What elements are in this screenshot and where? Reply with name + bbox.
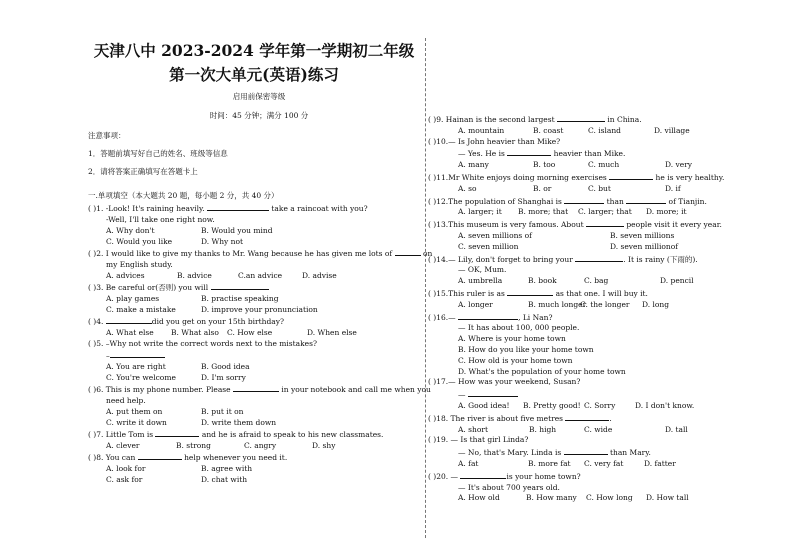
answer-blank[interactable] [565,412,609,421]
option-d: D. chat with [201,475,248,484]
option-b: B. Pretty good! [523,400,581,410]
option-a: A. mountain [458,125,505,135]
option-d: D. advise [302,271,337,280]
answer-blank[interactable] [575,253,623,262]
question-20: ( )20. — is your home town? — It's about 700 years old. A. How old B. How many C. How long D. How tall [428,471,689,503]
answer-blank[interactable] [138,451,182,460]
option-a: A. seven millions of [458,230,532,240]
question-16: ( )16.— , Li Nan? — It has about 100, 000 people. A. Where is your home town B. How do you like your home town C. How old is your home town D. What's the population of your home town [428,311,728,378]
question-15: ( )15.This ruler is as as that one. I will buy it. A. longer B. much longer C. the longer D. long [428,288,670,309]
option-a: A. put them on [106,407,163,416]
option-c: C. make a mistake [106,305,176,314]
notice-item-2: 2．请将答案正确填写在答题卡上 [88,167,198,176]
option-d: D. How tall [646,493,689,503]
option-d: D. long [642,299,670,309]
option-a: A. How old [458,493,500,503]
question-4: ( )4. did you get on your 15th birthday? A. What else B. What also C. How else D. When else [88,317,357,337]
option-a: A. Where is your home town [458,334,566,344]
option-c: C. wide [584,424,613,434]
option-d: D. I'm sorry [201,373,246,382]
option-d: D. I don't know. [635,400,695,410]
answer-blank[interactable] [586,218,624,227]
left-column [88,40,433,485]
option-a: A. larger; it [458,207,502,217]
answer-blank[interactable] [211,281,269,290]
answer-blank[interactable] [507,147,551,156]
question-17: ( )17.— How was your weekend, Susan? — A. Good idea! B. Pretty good! C. Sorry D. I don't know. [428,377,695,410]
option-a: A. advices [106,271,145,280]
answer-blank[interactable] [507,287,553,296]
question-6: ( )6. This is my phone number. Please in your notebook and call me when you need help. A. put them on B. put it on C. write it down D. write them down [88,385,431,427]
answer-blank[interactable] [395,247,421,256]
exam-subtitle: 第一次大单元(英语)练习 [169,65,339,84]
option-a: A. clever [106,441,140,450]
option-d: D. if [665,183,681,193]
option-c: C. How old is your home town [458,355,573,365]
option-c: C. You're welcome [106,373,176,382]
option-b: B. practise speaking [201,294,279,303]
question-5: ( )5. –Why not write the correct words next to the mistakes? – A. You are right B. Good idea C. You're welcome D. I'm sorry [88,339,317,382]
option-d: D. more; it [646,207,687,217]
answer-blank[interactable] [564,195,604,204]
option-b: B. seven millions [610,230,675,240]
answer-blank[interactable] [626,195,666,204]
question-13: ( )13.This museum is very famous. About people visit it every year. A. seven millions of B. seven millions C. seven million D. seven millionof [428,220,722,251]
option-d: D. write them down [201,418,277,427]
option-b: B. too [533,160,556,170]
option-c: C. island [588,125,621,135]
option-d: D. very [665,160,693,170]
option-b: B. How do you like your home town [458,344,594,354]
option-d: D. seven millionof [610,241,679,251]
option-c: C. the longer [580,299,630,309]
option-c: C. but [588,183,611,193]
answer-blank[interactable] [557,113,605,122]
exam-title: 天津八中 2023-2024 学年第一学期初二年级 [93,41,415,60]
option-b: B. put it on [201,407,244,416]
question-18: ( )18. The river is about five metres . A. short B. high C. wide D. tall [428,413,688,434]
option-c: C. How long [586,493,633,503]
option-d: D. When else [307,328,357,337]
option-a: A. short [458,424,488,434]
option-b: B. much longer [528,299,587,309]
time-info: 时间：45 分钟；满分 100 分 [209,111,309,120]
option-a: A. You are right [106,362,166,371]
question-7: ( )7. Little Tom is and he is afraid to speak to his new classmates. A. clever B. strong C. angry D. shy [88,430,384,450]
option-d: D. What's the population of your home town [458,366,626,376]
right-column [428,113,728,504]
option-c: C. much [588,160,620,170]
question-12: ( )12.The population of Shanghai is than of Tianjin. A. larger; it B. more; that C. larger; that D. more; it [428,196,707,217]
option-b: B. or [533,183,552,193]
option-a: A. Good idea! [458,400,510,410]
option-d: D. fatter [644,458,676,468]
option-b: B. agree with [201,464,253,473]
question-9: ( )9. Hainan is the second largest in China. A. mountain B. coast C. island D. village [428,115,690,135]
option-c: C. larger; that [578,207,632,217]
option-c: C. How else [227,328,273,337]
option-d: D. Why not [201,237,244,246]
notice-heading: 注意事项： [88,131,126,140]
option-c: C. angry [244,441,277,450]
option-b: B. Good idea [201,362,250,371]
option-a: A. fat [458,458,479,468]
option-b: B. more; that [518,207,569,217]
option-a: A. play games [106,294,160,303]
answer-blank[interactable] [460,470,506,479]
option-c: C.an advice [238,271,283,280]
answer-blank[interactable] [207,202,269,211]
question-1: ( )1. -Look! It's raining heavily. take a raincoat with you? -Well, I'll take one right now. A. Why don't B. Would you mind C. Would you like D. Why not [88,204,368,246]
section-heading: 一.单项填空（本大题共 20 题，每小题 2 分，共 40 分） [88,191,279,200]
answer-blank[interactable] [155,428,199,437]
option-b: B. strong [176,441,211,450]
answer-blank[interactable] [106,315,152,324]
option-d: D. pencil [660,276,694,286]
option-a: A. look for [106,464,146,473]
option-d: D. shy [312,441,336,450]
option-a: A. so [458,183,477,193]
option-c: C. Sorry [584,400,616,410]
option-c: C. seven million [458,241,519,251]
option-b: B. How many [526,493,577,503]
option-a: A. Why don't [106,226,155,235]
option-b: B. more fat [528,458,571,468]
secret-level: 启用前保密等级 [232,92,286,101]
question-2: ( )2. I would like to give my thanks to Mr. Wang because he has given me lots of on my English study. A. advices B. advice C.an advice D. advise [88,249,433,280]
option-c: C. very fat [584,458,624,468]
answer-blank[interactable] [564,446,608,455]
option-b: B. coast [533,125,564,135]
option-b: B. What also [171,328,219,337]
option-b: B. Would you mind [201,226,273,235]
option-d: D. tall [665,424,688,434]
option-a: A. longer [458,299,493,309]
answer-blank[interactable] [609,171,653,180]
question-10: ( )10.— Is John heavier than Mike? — Yes. He is heavier than Mike. A. many B. too C. much D. very [428,136,693,170]
option-b: B. high [529,424,557,434]
option-a: A. many [458,160,489,170]
option-d: D. improve your pronunciation [201,305,318,314]
question-8: ( )8. You can help whenever you need it. A. look for B. agree with C. ask for D. chat with [88,453,288,484]
question-3: ( )3. Be careful or(否则) you will A. play games B. practise speaking C. make a mistake D. improve your pronunciation [88,283,318,314]
question-14: ( )14.— Lily, don't forget to bring your . It is rainy (下雨的). — OK, Mum. A. umbrella B. book C. bag D. pencil [428,254,698,286]
notice-item-1: 1．答题前填写好自己的姓名、班级等信息 [88,149,228,158]
option-c: C. ask for [106,475,143,484]
question-11: ( )11.Mr White enjoys doing morning exercises he is very healthy. A. so B. or C. but D. if [428,172,725,193]
question-19: ( )19. — Is that girl Linda? — No, that's Mary. Linda is than Mary. A. fat B. more fat C. very fat D. fatter [428,435,676,468]
answer-blank[interactable] [458,311,518,320]
option-b: B. advice [177,271,212,280]
option-a: A. umbrella [458,276,503,286]
option-c: C. bag [584,276,609,286]
option-b: B. book [528,276,557,286]
option-a: A. What else [106,328,154,337]
option-c: C. Would you like [106,237,173,246]
answer-blank[interactable] [468,388,518,397]
answer-blank[interactable] [233,383,279,392]
option-d: D. village [654,125,690,135]
answer-blank[interactable] [110,349,165,358]
left-questions [88,202,433,485]
option-c: C. write it down [106,418,167,427]
column-divider [425,38,426,538]
